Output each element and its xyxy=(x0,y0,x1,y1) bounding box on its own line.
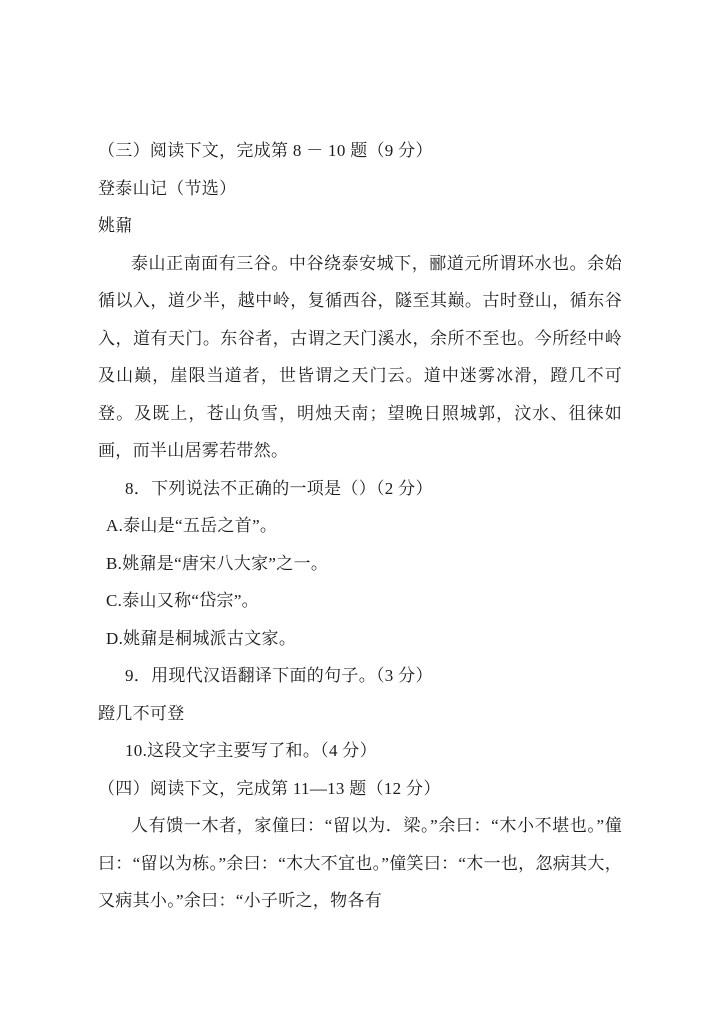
question-9-stem: 9．用现代汉语翻译下面的句子。（3 分） xyxy=(125,666,433,685)
section-3-header: （三）阅读下文，完成第 8 － 10 题（9 分） xyxy=(98,141,433,160)
section-4-header: （四）阅读下文，完成第 11—13 题（12 分） xyxy=(98,778,441,798)
passage-1-title: 登泰山记（节选） xyxy=(98,178,237,198)
passage-1-author: 姚鼐 xyxy=(98,216,133,235)
question-8-stem: 8．下列说法不正确的一项是（）（2 分） xyxy=(125,478,433,498)
passage-2-text: 人有馈一木者，家僮曰：“留以为．梁。”余曰：“木小不堪也。”僮曰：“留以为栋。”余曰：“木大不宜也。”僮笑曰：“木一也，忽病其大，又病其小。”余曰：“小子听之，物各有 xyxy=(98,816,622,910)
document-content xyxy=(98,132,622,920)
question-9-sentence: 蹬几不可登 xyxy=(98,703,185,723)
question-8-option-b: B.姚鼐是“唐宋八大家”之一。 xyxy=(106,553,329,573)
question-10-stem: 10.这段文字主要写了和。（4 分） xyxy=(125,741,377,760)
question-8-option-a: A.泰山是“五岳之首”。 xyxy=(106,516,278,535)
question-8-option-d: D.姚鼐是桐城派古文家。 xyxy=(106,628,297,648)
passage-1-text: 泰山正南面有三谷。中谷绕泰安城下，郦道元所谓环水也。余始循以入，道少半，越中岭，复循西谷，隧至其巅。古时登山，循东谷入，道有天门。东谷者，古谓之天门溪水，余所不至也。今所经中岭及山巅，崖限当道者，世皆谓之天门云。道中迷雾冰滑，蹬几不可登。及既上，苍山负雪，明烛天南；望晚日照城郭，汶水、徂徕如画，而半山居雾若带然。 xyxy=(98,253,622,460)
question-8-option-c: C.泰山又称“岱宗”。 xyxy=(106,591,259,610)
